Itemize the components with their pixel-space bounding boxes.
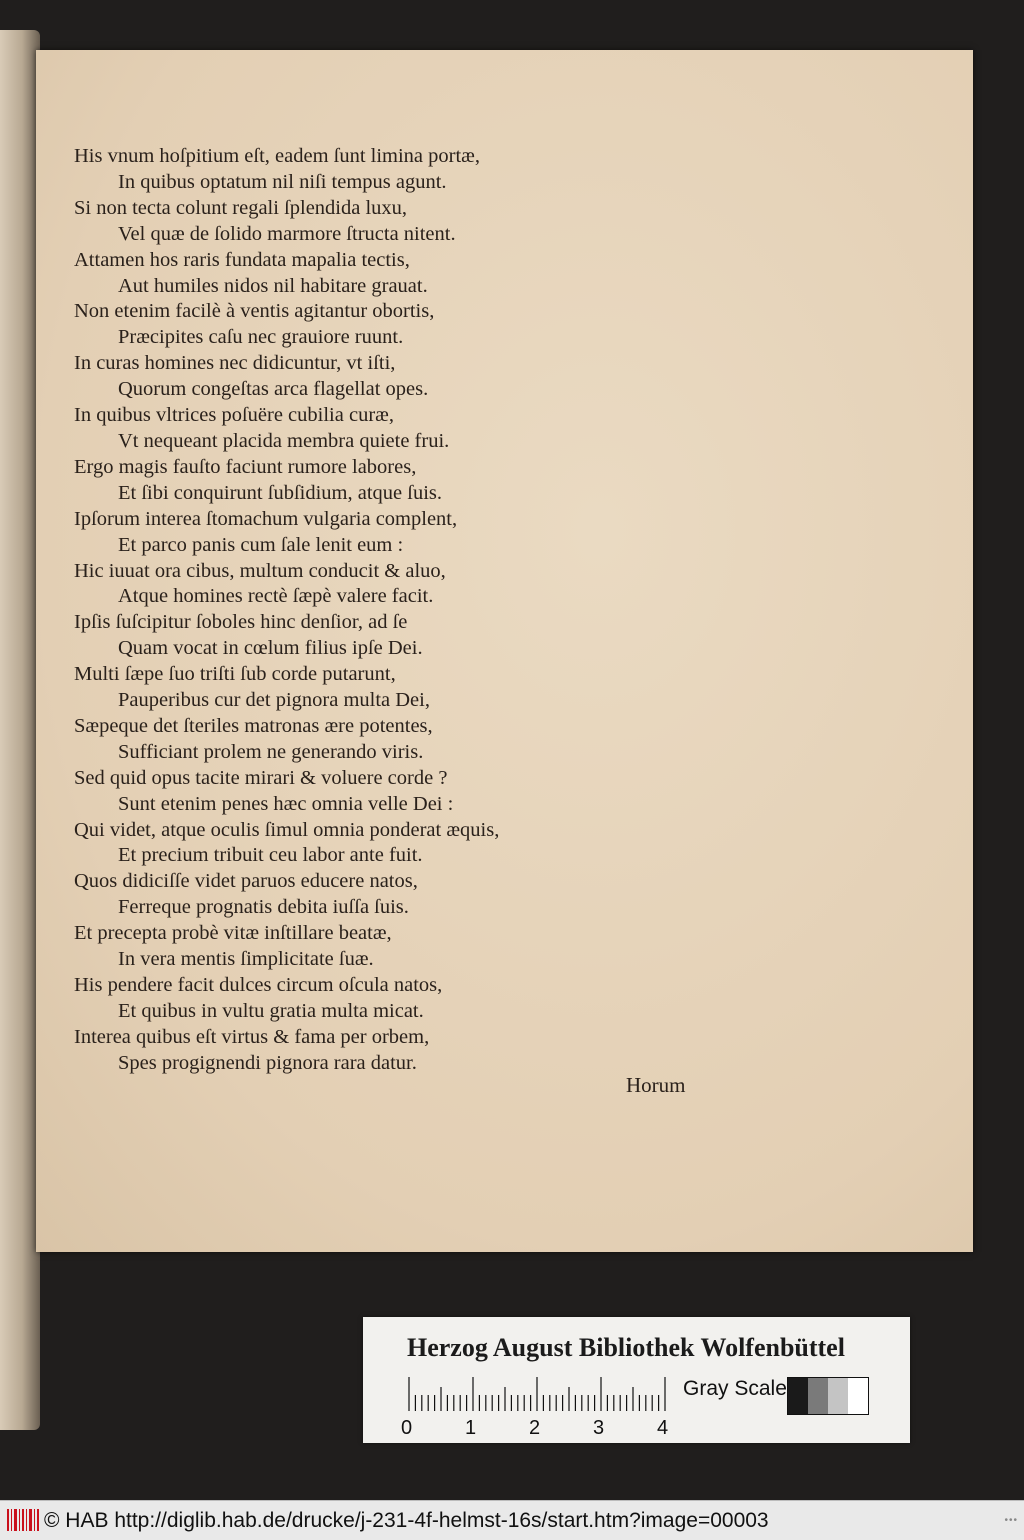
verse-line: Si non tecta colunt regali ſplendida luxu,: [74, 196, 408, 219]
ruler-number: 1: [465, 1417, 477, 1439]
gray-swatch: [808, 1378, 828, 1414]
catchword: Horum: [626, 1073, 686, 1097]
verse-line: In quibus vltrices poſuëre cubilia curæ,: [74, 404, 394, 427]
footer-bar: [0, 1500, 1024, 1540]
verse-line: Ergo magis fauſto faciunt rumore labores,: [74, 455, 417, 478]
library-color-card: [363, 1317, 910, 1443]
ruler-scale: [407, 1377, 669, 1411]
verse-line: Quos didiciſſe videt paruos educere natos,: [74, 870, 418, 893]
verse-line: Sæpeque det ſteriles matronas ære potentes,: [74, 714, 433, 737]
verse-line: Atque homines rectè ſæpè valere facit.: [118, 585, 434, 608]
verse-line: Vt nequeant placida membra quiete frui.: [118, 429, 450, 452]
verse-line: Attamen hos raris fundata mapalia tectis,: [74, 248, 410, 271]
ruler-numbers: [401, 1417, 701, 1439]
verse-line: Spes progignendi pignora rara datur.: [118, 1051, 417, 1074]
barcode-icon: [6, 1507, 40, 1533]
ruler-number: 2: [529, 1417, 541, 1439]
verse-line: Hic iuuat ora cibus, multum conducit & aluo,: [74, 559, 446, 582]
library-name: Herzog August Bibliothek Wolfenbüttel: [407, 1333, 845, 1362]
verse-line: Et ſibi conquirunt ſubſidium, atque ſuis.: [118, 481, 442, 504]
gray-scale-swatches: [787, 1377, 869, 1415]
poem-text: [74, 144, 634, 1077]
verse-line: Quorum congeſtas arca flagellat opes.: [118, 378, 429, 401]
gray-swatch: [848, 1378, 868, 1414]
ruler-number: 0: [401, 1417, 413, 1439]
verse-line: Vel quæ de ſolido marmore ſtructa nitent.: [118, 222, 456, 245]
verse-line: Sunt etenim penes hæc omnia velle Dei :: [118, 792, 454, 815]
verse-line: Interea quibus eſt virtus & fama per orbem,: [74, 1025, 430, 1048]
previous-page-edge: [0, 30, 40, 1430]
verse-line: His pendere facit dulces circum oſcula natos,: [74, 974, 443, 996]
verse-line: Et precepta probè vitæ inſtillare beatæ,: [74, 922, 392, 945]
verse-line: Ipſorum interea ſtomachum vulgaria complent,: [74, 507, 458, 530]
ruler-number: 4: [657, 1417, 669, 1439]
more-dots-icon: •••: [1004, 1515, 1018, 1526]
copyright-url: © HAB http://diglib.hab.de/drucke/j-231-4f-helmst-16s/start.htm?image=00003: [44, 1509, 769, 1532]
gray-scale-label: Gray Scale: [683, 1377, 787, 1400]
verse-line: In vera mentis ſimplicitate ſuæ.: [118, 948, 374, 971]
verse-line: Quam vocat in cœlum filius ipſe Dei.: [118, 637, 423, 660]
verse-line: Ipſis ſuſcipitur ſoboles hinc denſior, ad ſe: [74, 611, 408, 634]
verse-line: Et quibus in vultu gratia multa micat.: [118, 999, 424, 1022]
ruler-number: 3: [593, 1417, 605, 1439]
verse-line: Qui videt, atque oculis ſimul omnia ponderat æquis,: [74, 818, 500, 841]
verse-line: Et precium tribuit ceu labor ante fuit.: [118, 844, 423, 867]
verse-line: Ferreque prognatis debita iuſſa ſuis.: [118, 896, 409, 919]
verse-line: Sed quid opus tacite mirari & voluere corde ?: [74, 766, 448, 789]
verse-line: Non etenim facilè à ventis agitantur obortis,: [74, 300, 435, 323]
verse-line: In quibus optatum nil niſi tempus agunt.: [118, 170, 447, 193]
verse-line: Sufficiant prolem ne generando viris.: [118, 740, 424, 763]
verse-line: In curas homines nec didicuntur, vt iſti,: [74, 352, 396, 375]
verse-line: Multi ſæpe ſuo triſti ſub corde putarunt,: [74, 663, 396, 686]
verse-line: Pauperibus cur det pignora multa Dei,: [118, 689, 430, 712]
verse-line: Et parco panis cum ſale lenit eum :: [118, 533, 404, 556]
gray-swatch: [788, 1378, 808, 1414]
verse-line: His vnum hoſpitium eſt, eadem ſunt limina portæ,: [74, 145, 480, 167]
gray-swatch: [828, 1378, 848, 1414]
verse-line: Aut humiles nidos nil habitare grauat.: [118, 274, 428, 297]
verse-line: Præcipites caſu nec grauiore ruunt.: [118, 326, 404, 349]
